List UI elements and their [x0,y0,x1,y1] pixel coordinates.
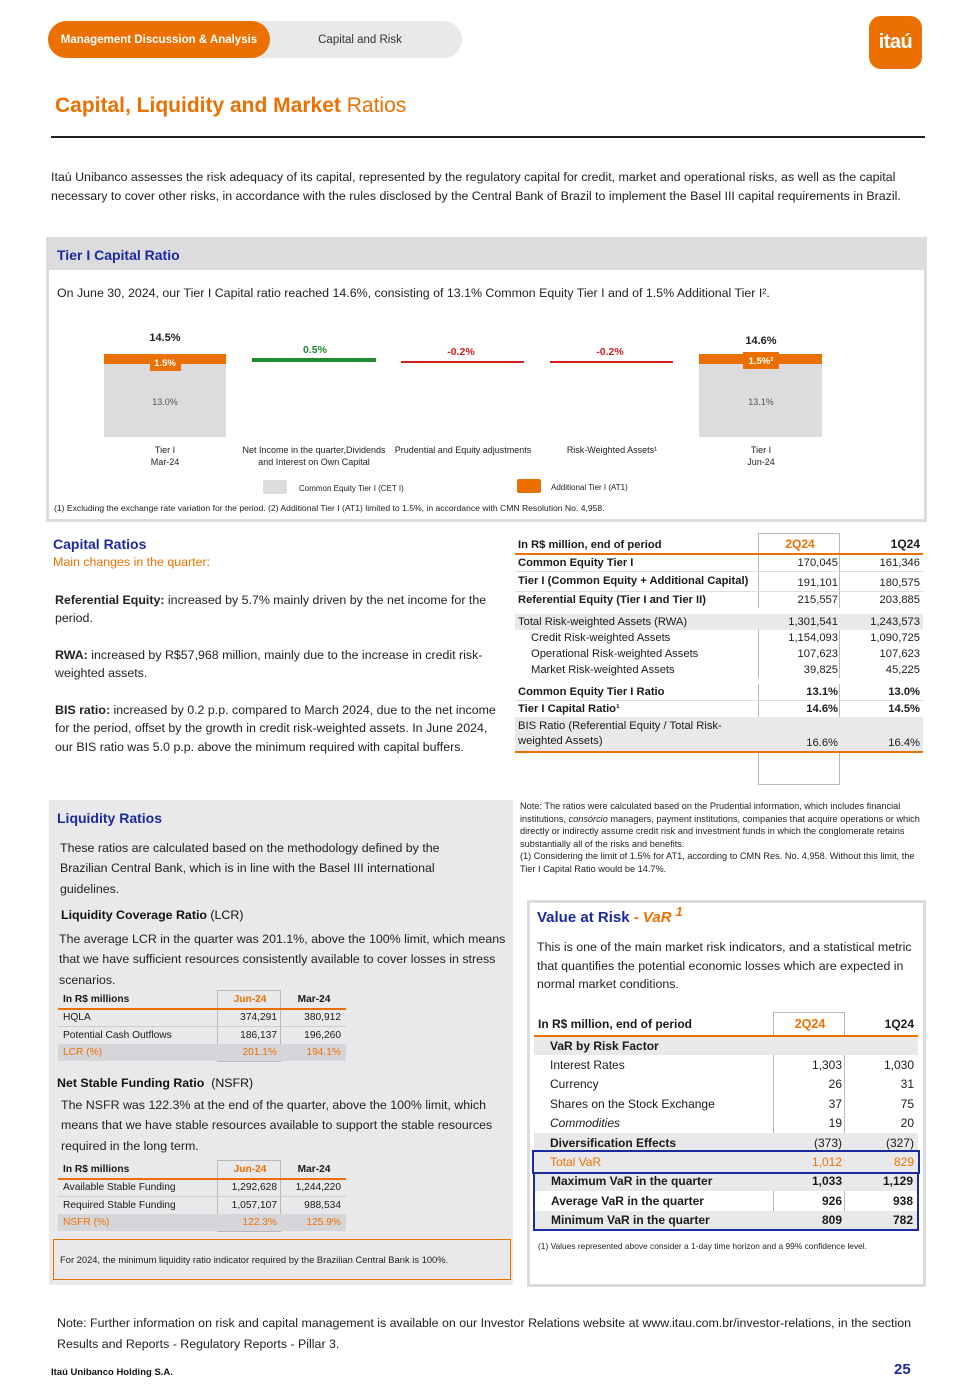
row-label: Total VaR [550,1155,602,1170]
table-row [534,1211,918,1230]
var-footnote: (1) Values represented above consider a 1-day time horizon and a 99% confidence level. [538,1241,867,1251]
tier-capital-chart [49,320,924,500]
row-1q24: 1,090,725 [870,632,920,644]
var-title-main: Value at Risk [537,909,630,926]
note-italic: consórcio [568,813,608,824]
capital-ratios-title: Capital Ratios [53,536,147,552]
row-label: Total Risk-weighted Assets (RWA) [518,616,688,628]
row-1q24: 45,225 [885,664,920,676]
label-at1-jun24: 1.5%² [748,356,774,367]
row-2q24: 215,557 [797,594,838,606]
row-mar24: 125.9% [306,1216,341,1228]
row-label: BIS Ratio (Referential Equity / Total Risk-weighted Assets) [518,720,722,747]
row-label: Referential Equity (Tier I and Tier II) [518,594,706,606]
nsfr-header-mar24: Mar-24 [297,1163,331,1175]
page-title-bold: Capital, Liquidity and Market [55,94,341,117]
legend-swatch-at1 [517,479,541,493]
label-rwa: -0.2% [596,346,624,358]
lcr-text: The average LCR in the quarter was 201.1%, above the 100% limit, which means that we have sufficient resources consistently available to cover losses in stress scenarios. [59,932,506,987]
row-2q24: 107,623 [797,648,838,660]
row-label: Credit Risk-weighted Assets [531,632,671,644]
lcr-table [58,991,346,1061]
tier-capital-text: On June 30, 2024, our Tier I Capital ratio reached 14.6%, consisting of 13.1% Common Equity Tier I and of 1.5% Additional Tier I². [57,286,770,300]
bottom-note: Note: Further information on risk and capital management is available on our Investor Relations website at www.itau.com.br/investor-relations, in the section Results and Reports - Regulatory Reports - Pillar 3. [57,1316,911,1351]
row-2q24: 26 [828,1077,842,1092]
row-label: LCR (%) [63,1046,103,1058]
para-3-text: increased by 0.2 p.p. compared to March 2024, due to the net income for the period, offset by the growth in credit risk-weighted assets. In June 2024, our BIS ratio was 5.0 p.p. above the minimum required with capital buffers. [55,703,496,754]
row-label: NSFR (%) [63,1216,110,1228]
cat-label-prudential: Prudential and Equity adjustments [394,445,532,455]
capital-ratios-subtitle: Main changes in the quarter: [53,555,211,569]
lcr-header-mar24: Mar-24 [297,993,331,1005]
row-label: Minimum VaR in the quarter [534,1211,774,1230]
table-row [515,611,923,630]
var-table-header [534,1013,918,1036]
itau-logo: itaú [869,16,922,69]
row-mar24: 988,534 [304,1199,341,1211]
label-total-mar24: 14.5% [149,332,181,344]
row-label: Tier I Capital Ratio¹ [518,703,620,715]
nsfr-heading-abbr: (NSFR) [211,1076,254,1090]
lcr-header-jun24: Jun-24 [233,993,267,1005]
nsfr-text: The NSFR was 122.3% at the end of the quarter, above the 100% limit, which means that we have stable resources available to support the stable resources required in the long term. [61,1098,493,1153]
table-row [534,1114,918,1133]
bar-net-income [252,358,376,362]
row-2q24: 39,825 [803,664,838,676]
row-1q24: (327) [885,1135,914,1150]
table-row [534,1172,918,1191]
cat-label-jun24-2: Jun-24 [747,457,775,467]
row-jun24: 186,137 [240,1029,277,1041]
row-label: Available Stable Funding [63,1182,176,1193]
row-label: Interest Rates [550,1058,625,1073]
table-row [534,1191,918,1210]
row-2q24: 14.6% [806,703,838,715]
capital-table-note [520,800,920,875]
row-jun24: 201.1% [242,1046,277,1058]
footer-company: Itaú Unibanco Holding S.A. [51,1367,173,1378]
row-label: Shares on the Stock Exchange [550,1096,715,1111]
page-title [55,94,406,118]
para-referential-equity [55,591,507,628]
row-label: Market Risk-weighted Assets [531,664,675,676]
para-rwa [55,646,507,683]
label-cet-mar24: 13.0% [152,397,178,407]
label-cet-jun24: 13.1% [748,397,774,407]
row-mar24: 194.1% [306,1046,341,1058]
table-row [515,646,923,662]
label-at1-mar24: 1.5% [154,358,176,369]
var-group-row [534,1036,918,1055]
row-1q24: 782 [846,1211,918,1230]
row-jun24: 374,291 [240,1012,277,1023]
tab-capital-and-risk[interactable]: Capital and Risk [318,33,402,46]
table-row [515,554,923,572]
row-1q24: 1,030 [883,1058,914,1073]
table-row [534,1075,918,1094]
row-1q24: 938 [846,1191,918,1210]
row-label: HQLA [63,1012,91,1023]
row-1q24: 203,885 [879,594,920,606]
bar-rwa [550,361,673,363]
liquidity-intro: These ratios are calculated based on the methodology defined by the Brazilian Central Bank, which is in line with the Basel III international guidelines. [60,841,440,896]
row-label: Diversification Effects [550,1135,677,1150]
table-row [58,1179,346,1197]
table-row [534,1055,918,1074]
var-title-italic: - VaR [633,909,672,926]
tier-footnote: (1) Excluding the exchange rate variation for the period. (2) Additional Tier I (AT1) limited to 1.5%, in accordance with CMN Resolution No. 4,958. [54,503,605,513]
page-number: 25 [894,1361,911,1378]
cat-label-jun24-1: Tier I [750,445,772,455]
var-title-sup: 1 [675,905,683,919]
row-label: Average VaR in the quarter [534,1191,774,1210]
bar-prudential [401,361,524,363]
lcr-header-label: In R$ millions [63,993,130,1005]
liquidity-title: Liquidity Ratios [57,810,162,826]
var-header-1q24: 1Q24 [884,1017,914,1031]
row-2q24: 16.6% [806,737,838,749]
row-label: Commodities [550,1116,621,1131]
table-row [58,1026,346,1044]
row-1q24: 14.5% [888,703,920,715]
table-row [515,630,923,646]
var-text: This is one of the main market risk indicators, and a statistical metric that quantifies the potential economic losses which are expected in normal market conditions. [537,940,912,991]
row-1q24: 829 [893,1155,914,1170]
var-header-2q24: 2Q24 [794,1017,826,1031]
note-suffix: managers, payment institutions, companies that acquire operations or which directly or indirectly assume credit risk and investment funds in which the conglomerate retains substantially all of the risks and benefits. [520,813,920,849]
nsfr-header-label: In R$ millions [63,1163,130,1175]
lcr-heading [61,908,243,922]
legend-label-cet: Common Equity Tier I (CET I) [299,484,404,493]
intro-paragraph: Itaú Unibanco assesses the risk adequacy of its capital, represented by the regulatory capital for credit, market and operational risks, as well as the capital necessary to cover other risks, in accordance with the rules disclosed by the Central Bank of Brazil to implement the Basel III capital requirements in Brazil. [51,170,901,203]
row-2q24: 1,033 [811,1174,842,1189]
table-row [515,662,923,681]
row-label: Tier I (Common Equity + Additional Capital) [518,575,749,587]
header-period: In R$ million, end of period [518,539,662,551]
table-row [515,701,923,718]
label-net-income: 0.5% [303,344,327,356]
row-label: Operational Risk-weighted Assets [531,648,699,660]
cat-label-net-income-2: and Interest on Own Capital [258,457,370,467]
para-2-bold: RWA: [55,648,88,662]
row-2q24: 1,154,093 [788,632,838,644]
table-row [515,592,923,612]
var-table [533,1013,919,1231]
cat-label-mar24-2: Mar-24 [150,457,180,467]
nsfr-heading [57,1076,253,1090]
cat-label-mar24-1: Tier I [154,445,176,455]
row-2q24: 1,303 [811,1058,842,1073]
row-1q24: 161,346 [879,557,920,569]
row-mar24: 1,244,220 [295,1182,341,1193]
var-group-label: VaR by Risk Factor [550,1039,659,1054]
lcr-table-header [58,991,346,1009]
row-1q24: 107,623 [879,648,920,660]
para-2-text: increased by R$57,968 million, mainly due to the increase in credit risk-weighted assets. [55,648,483,681]
row-2q24: (373) [813,1135,842,1150]
table-row [534,1094,918,1113]
row-2q24: 19 [828,1116,842,1131]
nsfr-table [58,1161,346,1231]
row-label: Required Stable Funding [63,1199,176,1211]
note-footnote: (1) Considering the limit of 1.5% for AT1, according to CMN Res. No. 4,958. Without this limit, the Tier I Capital Ratio would be 14.7%. [520,851,915,874]
label-total-jun24: 14.6% [745,335,777,347]
label-prudential: -0.2% [447,346,475,358]
lcr-heading-bold: Liquidity Coverage Ratio [61,908,207,922]
row-label: Potential Cash Outflows [63,1029,172,1041]
row-2q24: 809 [821,1212,842,1227]
row-label: Maximum VaR in the quarter [534,1172,774,1191]
row-1q24: 20 [900,1116,914,1131]
table-row-total-var [534,1152,918,1171]
lcr-heading-abbr: (LCR) [210,908,244,922]
table-row [58,1214,346,1232]
capital-table [515,535,923,753]
note-prefix: Note: The ratios were calculated based on the Prudential information, which includes financial institutions, [520,801,901,824]
row-2q24: 1,301,541 [788,616,838,628]
table-row [515,681,923,701]
nsfr-header-jun24: Jun-24 [233,1163,267,1175]
row-1q24: 16.4% [888,737,920,749]
row-label: Currency [550,1077,599,1092]
row-1q24: 75 [900,1096,914,1111]
row-1q24: 13.0% [888,686,920,698]
page-title-regular: Ratios [346,94,407,117]
row-1q24: 1,129 [846,1172,918,1191]
title-divider [51,136,925,138]
row-2q24: 170,045 [797,557,838,569]
row-2q24: 191,101 [797,577,838,589]
row-1q24: 1,243,573 [870,616,920,628]
legend-swatch-cet [263,480,287,494]
table-row [515,717,923,752]
table-row [515,572,923,592]
row-2q24: 37 [828,1096,842,1111]
row-2q24: 13.1% [806,686,838,698]
var-title [537,905,683,926]
nsfr-table-header [58,1161,346,1179]
table-row [534,1133,918,1152]
table-row [58,1196,346,1214]
para-1-bold: Referential Equity: [55,593,165,607]
legend-label-at1: Additional Tier I (AT1) [551,483,628,492]
tier-capital-header [49,240,924,270]
row-2q24: 926 [821,1193,842,1208]
row-mar24: 380,912 [304,1012,341,1023]
row-1q24: 180,575 [879,577,920,589]
cat-label-rwa: Risk-Weighted Assets¹ [566,445,658,455]
var-header-period: In R$ million, end of period [538,1017,693,1031]
tab-management-discussion[interactable]: Management Discussion & Analysis [48,21,270,58]
tier-capital-title: Tier I Capital Ratio [57,247,180,263]
row-jun24: 1,292,628 [231,1182,277,1193]
row-mar24: 196,260 [304,1029,341,1041]
table-row [58,1009,346,1027]
minimum-liquidity-note: For 2024, the minimum liquidity ratio indicator required by the Brazilian Central Bank is 100%. [53,1239,511,1280]
row-jun24: 1,057,107 [231,1199,277,1211]
row-jun24: 122.3% [242,1216,277,1228]
para-3-bold: BIS ratio: [55,703,111,717]
header-1q24: 1Q24 [890,537,920,551]
row-label: Common Equity Tier I [518,557,634,569]
cat-label-net-income-1: Net Income in the quarter,Dividends [242,445,386,455]
para-bis-ratio [55,701,507,756]
header-2q24: 2Q24 [785,537,815,551]
table-row [58,1044,346,1062]
row-2q24: 1,012 [811,1155,842,1170]
capital-table-header [515,535,923,554]
para-1-text: increased by 5.7% mainly driven by the net income for the period. [55,593,487,626]
row-1q24: 31 [900,1077,914,1092]
row-label: Common Equity Tier I Ratio [518,686,665,698]
nsfr-heading-bold: Net Stable Funding Ratio [57,1076,205,1090]
